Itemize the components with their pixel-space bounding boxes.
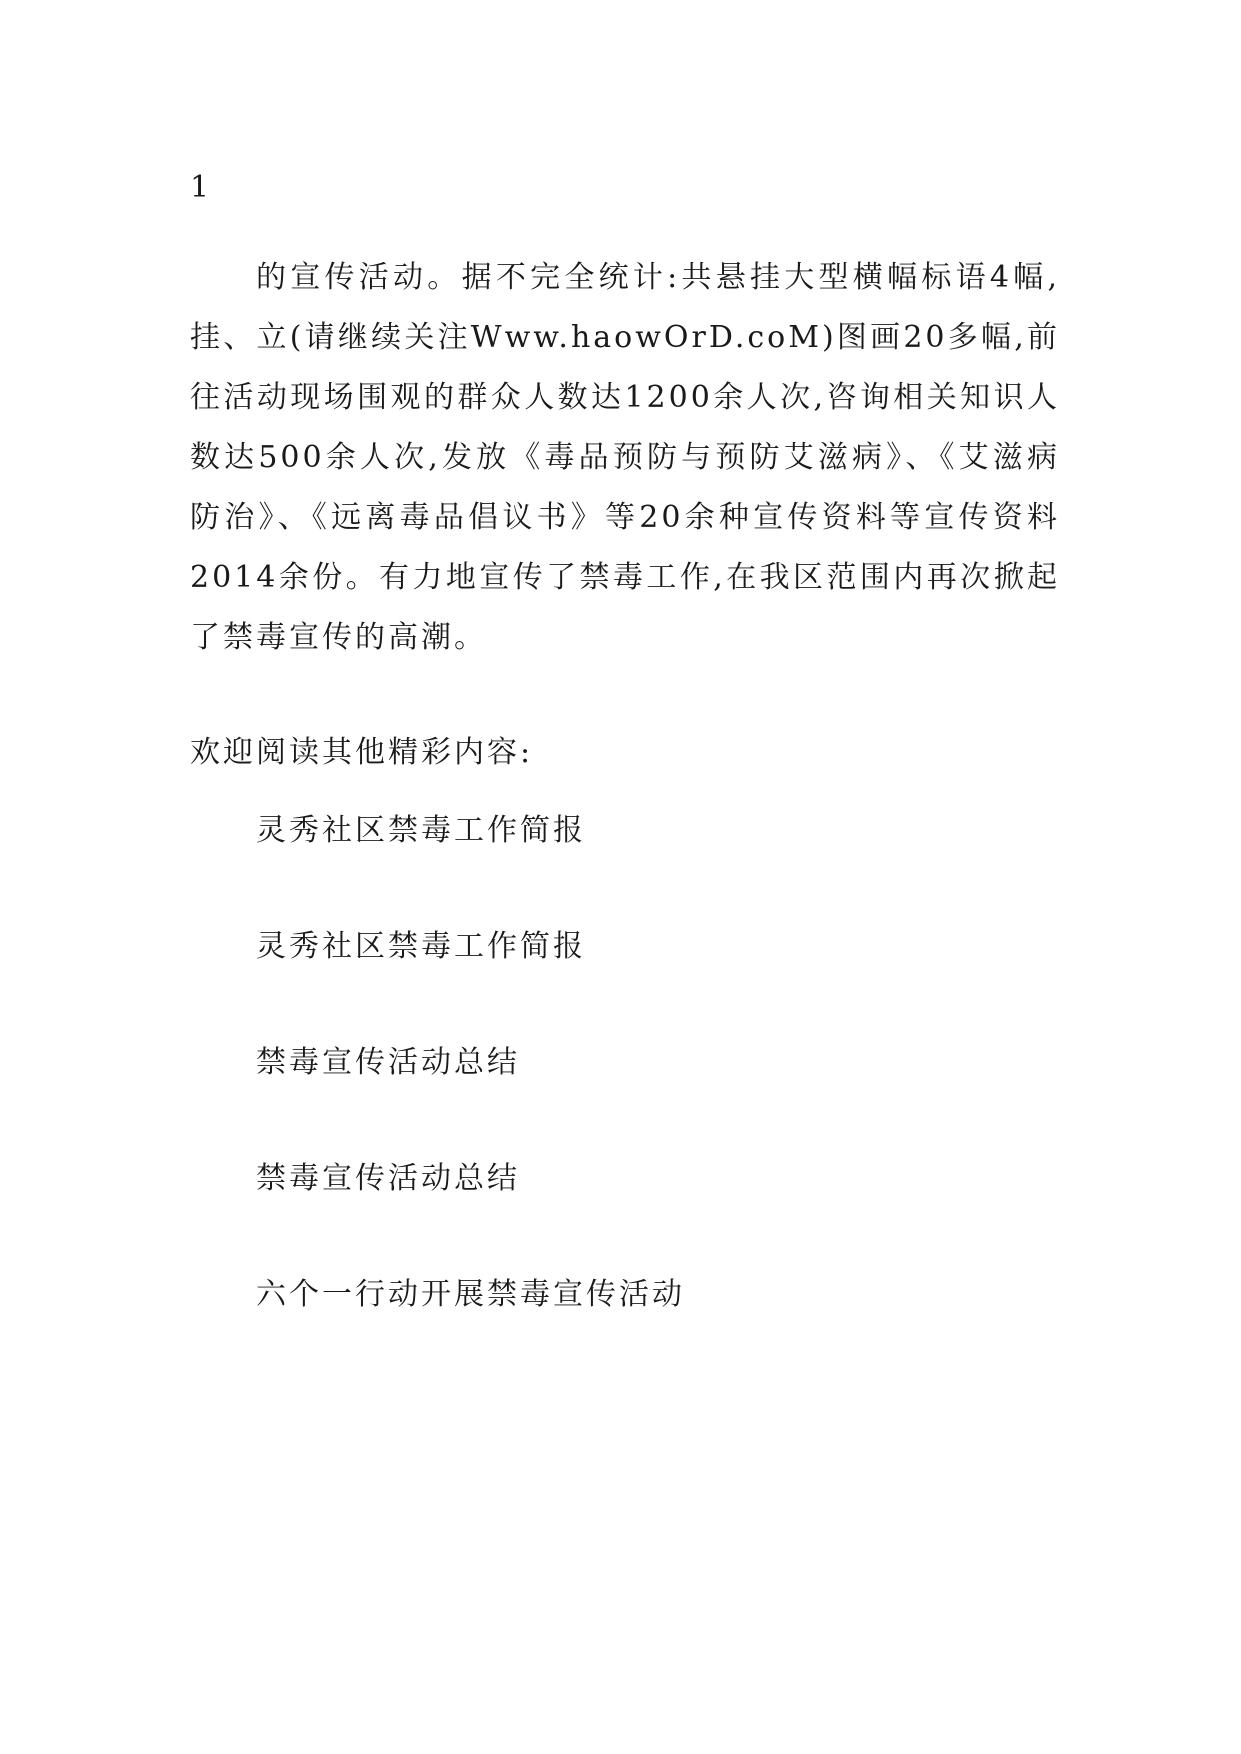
related-link-2[interactable]: 灵秀社区禁毒工作简报 bbox=[256, 929, 586, 964]
related-heading: 欢迎阅读其他精彩内容: bbox=[190, 735, 534, 770]
related-link-1[interactable]: 灵秀社区禁毒工作简报 bbox=[256, 813, 586, 848]
related-link-4[interactable]: 禁毒宣传活动总结 bbox=[256, 1161, 520, 1196]
body-paragraph: 的宣传活动。据不完全统计:共悬挂大型横幅标语4幅,挂、立(请继续关注Www.haowOrD.coM)图画20多幅,前往活动现场围观的群众人数达1200余人次,咨询相关知识人数达500余人次,发放《毒品预防与预防艾滋病》、《艾滋病防治》、《远离毒品倡议书》等20余种宣传资料等宣传资料2014余份。有力地宣传了禁毒工作,在我区范围内再次掀起了禁毒宣传的高潮。 bbox=[190, 260, 1060, 655]
page-number: 1 bbox=[190, 170, 210, 205]
related-link-3[interactable]: 禁毒宣传活动总结 bbox=[256, 1045, 520, 1080]
related-link-5[interactable]: 六个一行动开展禁毒宣传活动 bbox=[256, 1277, 685, 1312]
